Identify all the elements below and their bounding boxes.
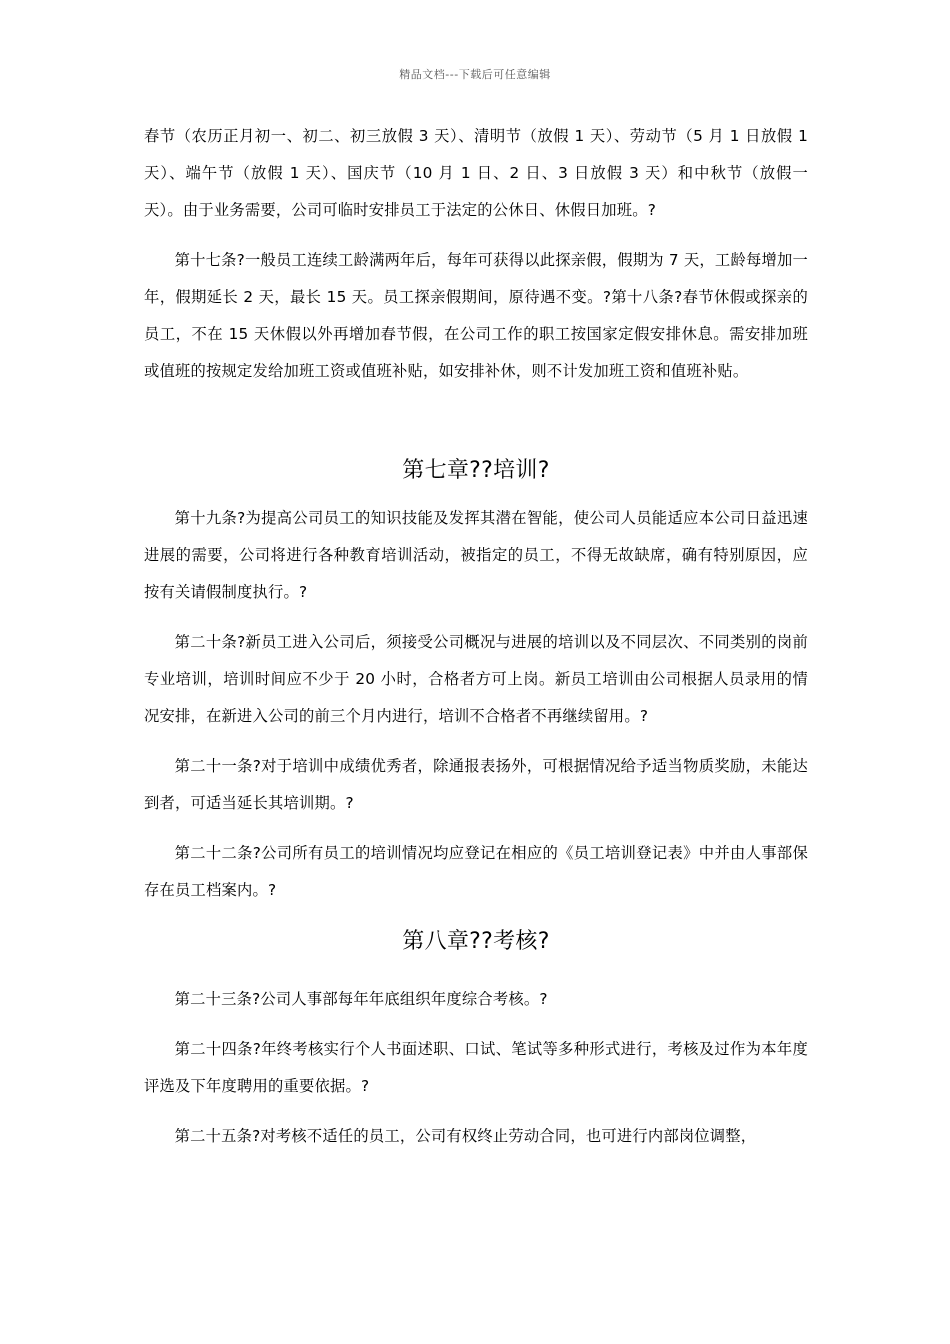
paragraph-article-24: 第二十四条?年终考核实行个人书面述职、口试、笔试等多种形式进行，考核及过作为本年度评选及下年度聘用的重要依据。? [144,1040,808,1095]
paragraph-article-17: 第十七条?一般员工连续工龄满两年后，每年可获得以此探亲假，假期为 7 天，工龄每增加一年，假期延长 2 天，最长 15 天。员工探亲假期间，原待遇不变。?第十八条?春节休假或探亲的员工，不在 15 天休假以外再增加春节假，在公司工作的职工按国家定假安排休息。需安排加班或值班的按规定发给加班工资或值班补贴，如安排补休，则不计发加班工资和值班补贴。 [144,251,808,380]
paragraph-article-19: 第十九条?为提高公司员工的知识技能及发挥其潜在智能，使公司人员能适应本公司日益迅速进展的需要，公司将进行各种教育培训活动，被指定的员工，不得无故缺席，确有特别原因，应按有关请假制度执行。? [144,509,808,601]
paragraph-holidays: 春节（农历正月初一、初二、初三放假 3 天）、清明节（放假 1 天）、劳动节（5 月 1 日放假 1 天）、端午节（放假 1 天）、国庆节（10 月 1 日、2 日、3 日放假 3 天）和中秋节（放假一天）。由于业务需要，公司可临时安排员工于法定的公休日、休假日加班。? [144,127,808,219]
page-header: 精品文档---下载后可任意编辑 [399,68,551,81]
chapter-8-heading: 第八章??考核? [402,929,550,954]
paragraph-article-21: 第二十一条?对于培训中成绩优秀者，除通报表扬外，可根据情况给予适当物质奖励，未能达到者，可适当延长其培训期。? [144,757,808,812]
paragraph-article-20: 第二十条?新员工进入公司后，须接受公司概况与进展的培训以及不同层次、不同类别的岗前专业培训，培训时间应不少于 20 小时，合格者方可上岗。新员工培训由公司根据人员录用的情况安排，在新进入公司的前三个月内进行，培训不合格者不再继续留用。? [144,633,808,725]
paragraph-article-25: 第二十五条?对考核不适任的员工，公司有权终止劳动合同，也可进行内部岗位调整， [174,1127,757,1145]
paragraph-article-22: 第二十二条?公司所有员工的培训情况均应登记在相应的《员工培训登记表》中并由人事部保存在员工档案内。? [144,844,808,899]
chapter-7-heading: 第七章??培训? [402,458,550,483]
document-body [144,118,808,1168]
paragraph-article-23: 第二十三条?公司人事部每年年底组织年度综合考核。? [174,990,548,1008]
